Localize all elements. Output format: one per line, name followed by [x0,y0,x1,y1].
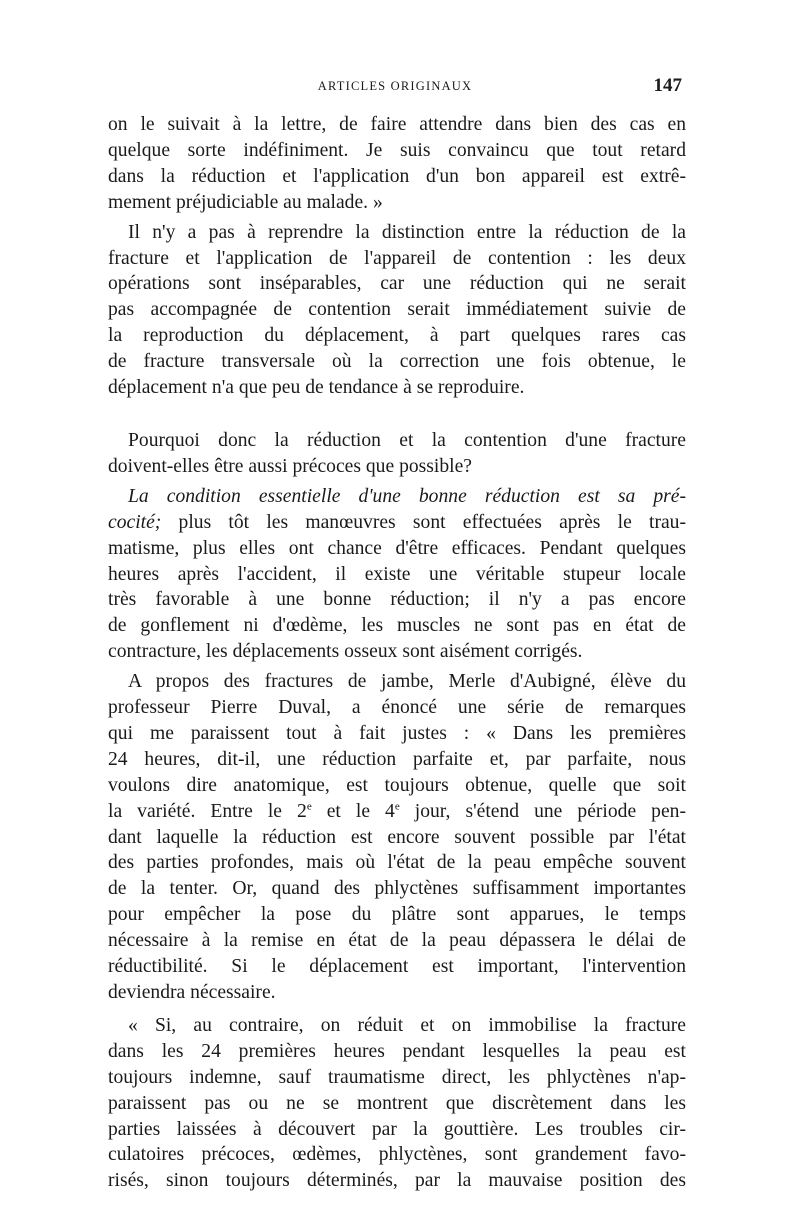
superscript: e [306,800,312,813]
text-line: paraissent pas ou ne se montrent que discrètement dans les [108,1092,686,1114]
text-line: dans la réduction et l'application d'un bon appareil est extrê- [108,165,686,187]
text-line: pour empêcher la pose du plâtre sont apparues, le temps [108,904,686,926]
text-line: deviendra nécessaire. [108,982,276,1003]
text-fragment: et le 4 [311,800,395,822]
text-fragment: la variété. Entre le 2 [108,800,307,822]
text-line: la reproduction du déplacement, à part quelques rares cas [108,325,686,347]
page-number: 147 [653,75,682,96]
text-line: de fracture transversale où la correction une fois obtenue, le [108,351,686,373]
italic-text: cocité; [108,511,162,533]
text-line: doivent-elles être aussi précoces que possible? [108,455,472,477]
text-line [108,799,686,825]
text-line: des parties profondes, mais où l'état de la peau empêche souvent [108,852,686,874]
text-line: parties laissées à découvert par la gouttière. Les troubles cir- [108,1118,686,1140]
text-line: voulons dire anatomique, est toujours obtenue, quelle que soit [108,774,686,796]
text-line: « Si, au contraire, on réduit et on immobilise la fracture [128,1014,686,1036]
text-line: nécessaire à la remise en état de la peau dépassera le délai de [108,930,686,952]
superscript: e [394,800,400,813]
text-line: qui me paraissent tout à fait justes : « Dans les premières [108,722,686,744]
text-line: professeur Pierre Duval, a énoncé une série de remarques [108,697,686,719]
text-line: dant laquelle la réduction est encore souvent possible par l'état [108,826,686,848]
text-line: toujours indemne, sauf traumatisme direct, les phlyctènes n'ap- [108,1066,686,1088]
text-line: culatoires précoces, œdèmes, phlyctènes, sont grandement favo- [108,1144,686,1166]
text-line: de la tenter. Or, quand des phlyctènes suffisamment importantes [108,878,686,900]
text-line: quelque sorte indéfiniment. Je suis convaincu que tout retard [108,139,686,161]
text-line: A propos des fractures de jambe, Merle d'Aubigné, élève du [128,671,686,693]
text-line: on le suivait à la lettre, de faire attendre dans bien des cas en [108,114,686,135]
text-line: contracture, les déplacements osseux sont aisément corrigés. [108,641,583,663]
text-line: dans les 24 premières heures pendant lesquelles la peau est [108,1040,686,1062]
text-line: 24 heures, dit-il, une réduction parfaite et, par parfaite, nous [108,748,686,770]
page-header [108,76,682,98]
text-line: déplacement n'a que peu de tendance à se reproduire. [108,377,525,399]
text-line: mement préjudiciable au malade. » [108,191,383,213]
paragraph-4 [108,484,686,665]
text-line: risés, sinon toujours déterminés, par la mauvaise position des [108,1170,686,1192]
text-line: pas accompagnée de contention serait immédiatement suivie de [108,299,686,321]
text-line: heures après l'accident, il existe une véritable stupeur locale [108,563,686,585]
text-line [108,510,686,536]
text-line: fracture et l'application de l'appareil de contention : les deux [108,247,686,269]
paragraph-1 [108,112,686,216]
paragraph-6 [108,1013,686,1194]
text-line: matisme, plus elles ont chance d'être efficaces. Pendant quelques [108,537,686,559]
paragraph-5 [108,669,686,1006]
text-line: opérations sont inséparables, car une réduction qui ne serait [108,273,686,295]
text-line: réductibilité. Si le déplacement est important, l'intervention [108,956,686,978]
body-text [108,112,686,1194]
paragraph-2 [108,220,686,401]
text-line: très favorable à une bonne réduction; il n'y a pas encore [108,589,686,611]
text-line-italic: La condition essentielle d'une bonne réduction est sa pré- [128,485,686,507]
text-fragment: jour, s'étend une période pen- [399,800,686,822]
paragraph-question [108,428,686,480]
text-fragment: plus tôt les manœuvres sont effectuées après le trau- [161,511,686,533]
text-line: Pourquoi donc la réduction et la contention d'une fracture [128,429,686,451]
text-line: Il n'y a pas à reprendre la distinction entre la réduction de la [128,221,686,243]
running-title: ARTICLES ORIGINAUX [317,79,473,93]
text-line: de gonflement ni d'œdème, les muscles ne sont pas en état de [108,615,686,637]
